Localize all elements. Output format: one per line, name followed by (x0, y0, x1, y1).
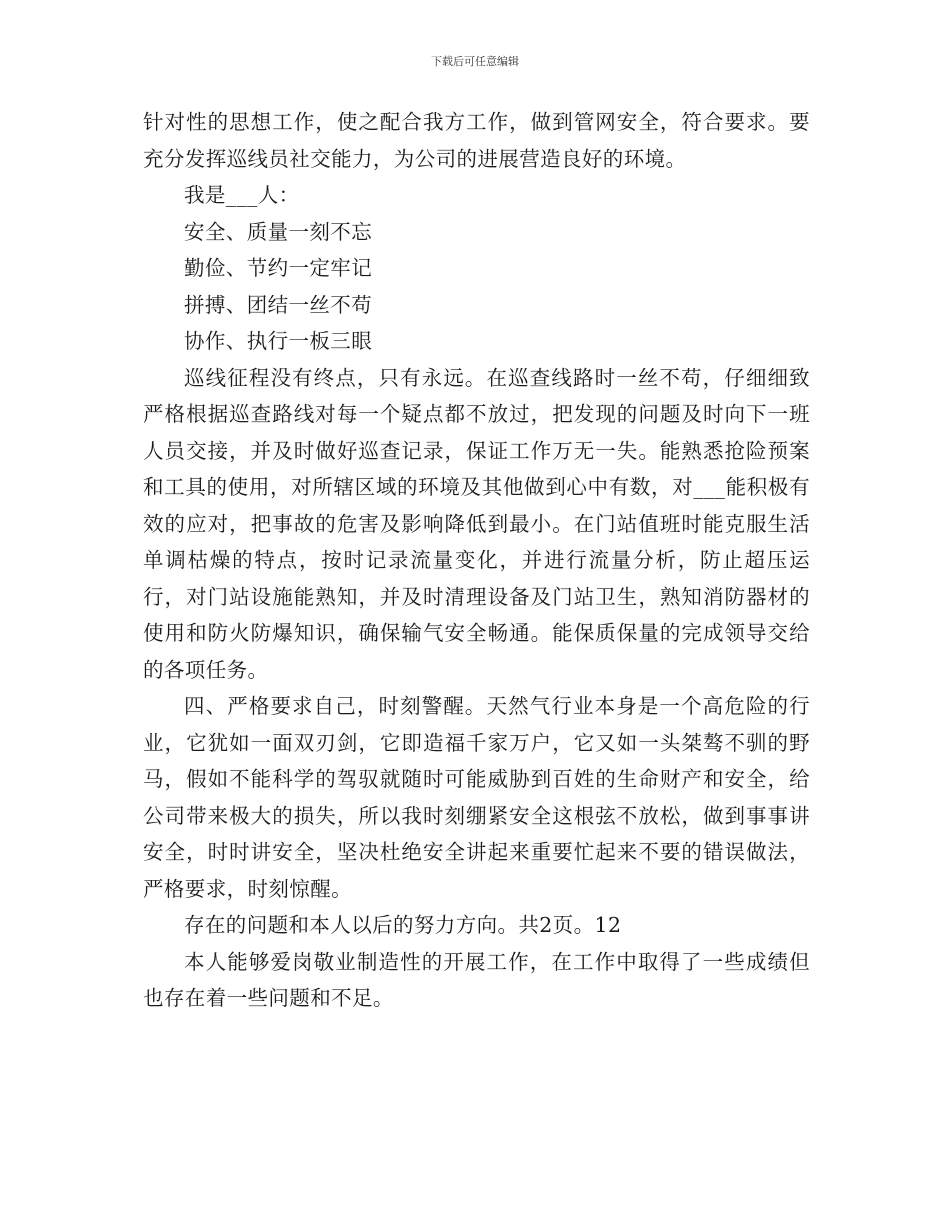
paragraph: 针对性的思想工作，使之配合我方工作，做到管网安全，符合要求。要充分发挥巡线员社交能力，为公司的进展营造良好的环境。 (143, 110, 810, 171)
page-header: 下载后可任意编辑 (431, 55, 519, 68)
paragraph: 存在的问题和本人以后的努力方向。共2页。12 (184, 913, 622, 937)
document-body (143, 104, 810, 1017)
paragraph: 拼搏、团结一丝不苟 (184, 292, 373, 317)
paragraph: 勤俭、节约一定牢记 (184, 256, 373, 280)
paragraph: 安全、质量一刻不忘 (184, 219, 373, 244)
paragraph: 我是___人： (184, 183, 300, 207)
paragraph: 协作、执行一板三眼 (184, 329, 373, 353)
paragraph: 巡线征程没有终点，只有永远。在巡查线路时一丝不苟，仔细细致严格根据巡查路线对每一个疑点都不放过，把发现的问题及时向下一班人员交接，并及时做好巡查记录，保证工作万无一失。能熟悉抢险预案和工具的使用，对所辖区域的环境及其他做到心中有数，对___能积极有效的应对，把事故的危害及影响降低到最小。在门站值班时能克服生活单调枯燥的特点，按时记录流量变化，并进行流量分析，防止超压运行，对门站设施能熟知，并及时清理设备及门站卫生，熟知消防器材的使用和防火防爆知识，确保输气安全畅通。能保质保量的完成领导交给的各项任务。 (143, 365, 810, 682)
paragraph: 本人能够爱岗敬业制造性的开展工作，在工作中取得了一些成绩但也存在着一些问题和不足。 (143, 949, 810, 1010)
paragraph: 四、严格要求自己，时刻警醒。天然气行业本身是一个高危险的行业，它犹如一面双刃剑，它即造福千家万户，它又如一头桀骜不驯的野马，假如不能科学的驾驭就随时可能威胁到百姓的生命财产和安全，给公司带来极大的损失，所以我时刻绷紧安全这根弦不放松，做到事事讲安全，时时讲安全，坚决杜绝安全讲起来重要忙起来不要的错误做法，严格要求，时刻惊醒。 (143, 694, 810, 901)
